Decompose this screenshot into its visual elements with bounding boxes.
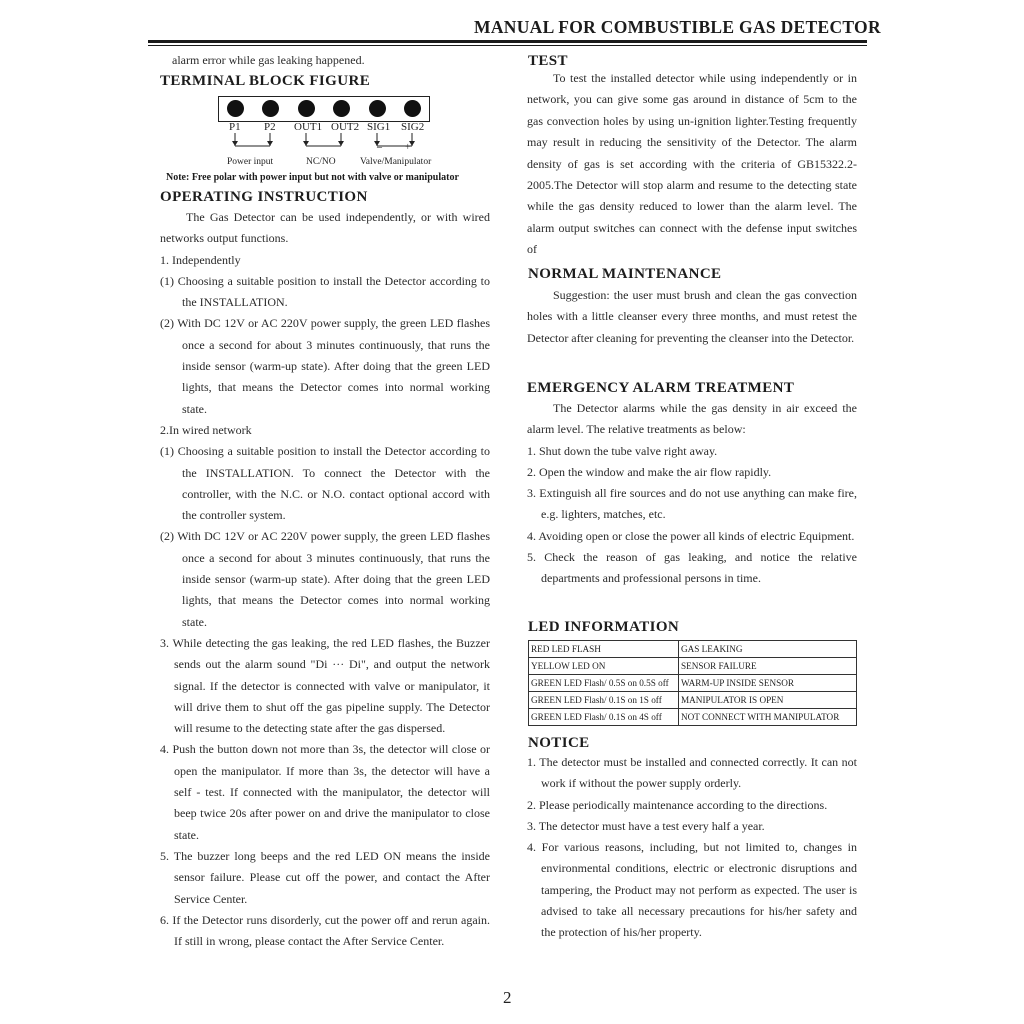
led-cell: YELLOW LED ON bbox=[529, 658, 679, 675]
table-row bbox=[529, 641, 857, 658]
op-item-3: 3. While detecting the gas leaking, the red LED flashes, the Buzzer sends out the alarm sound "Di ··· Di", and output the network signal. If the detector is connected with valve or manipulator, it will drive them to shut off the gas pipeline supply. The Detector will resume to the detecting state after the gas dispersed. bbox=[160, 635, 490, 736]
notice-item: 1. The detector must be installed and connected correctly. It can not work if without the power supply orderly. bbox=[527, 755, 857, 791]
led-information-table bbox=[528, 640, 857, 726]
led-cell: NOT CONNECT WITH MANIPULATOR bbox=[679, 709, 857, 726]
led-cell: GAS LEAKING bbox=[679, 641, 857, 658]
terminal-sign-minus: – bbox=[377, 142, 382, 153]
notice-title: NOTICE bbox=[528, 735, 590, 751]
terminal-dot bbox=[369, 100, 386, 117]
table-row bbox=[529, 658, 857, 675]
terminal-label-p1: P1 bbox=[229, 121, 241, 133]
notice-item: 2. Please periodically maintenance according to the directions. bbox=[527, 797, 828, 812]
page-number: 2 bbox=[503, 988, 512, 1007]
terminal-dot bbox=[227, 100, 244, 117]
notice-item: 4. For various reasons, including, but not limited to, changes in environmental conditions, electric or electronic disruptions and tampering, the Product may not perform as expected. The user is advised to take all necessary precautions for his/her safety and the protection of his/her property. bbox=[527, 840, 857, 940]
op-intro: The Gas Detector can be used independently, or with wired networks output functions. bbox=[160, 210, 490, 246]
op-item-2-2: (2) With DC 12V or AC 220V power supply, the green LED flashes once a second for about 3 minutes continuously, that runs the inside sensor (warm-up state). After doing that the green LED lights, that means the Detector comes into normal working state. bbox=[160, 529, 490, 629]
maintenance-body: Suggestion: the user must brush and clean the gas convection holes with a little cleanser every three months, and must retest the Detector after cleaning for preventing the cleanser into the Detector. bbox=[527, 288, 857, 345]
terminal-group-ncno: NC/NO bbox=[306, 157, 336, 167]
table-row bbox=[529, 692, 857, 709]
header-rule-thin bbox=[148, 45, 867, 46]
operating-instruction-body bbox=[160, 207, 490, 952]
emergency-item: 5. Check the reason of gas leaking, and notice the relative departments and professional persons in time. bbox=[527, 550, 857, 586]
terminal-label-p2: P2 bbox=[264, 121, 276, 133]
terminal-label-sig1: SIG1 bbox=[367, 121, 391, 133]
maintenance-title: NORMAL MAINTENANCE bbox=[528, 266, 722, 282]
test-title: TEST bbox=[528, 53, 568, 69]
terminal-sign-plus: + bbox=[405, 142, 411, 153]
led-cell: SENSOR FAILURE bbox=[679, 658, 857, 675]
terminal-label-sig2: SIG2 bbox=[401, 121, 425, 133]
led-cell: GREEN LED Flash/ 0.5S on 0.5S off bbox=[529, 675, 679, 692]
page-header-title: MANUAL FOR COMBUSTIBLE GAS DETECTOR bbox=[474, 17, 881, 37]
led-information-title: LED INFORMATION bbox=[528, 619, 680, 635]
terminal-block-figure bbox=[218, 96, 430, 122]
terminal-note: Note: Free polar with power input but not with valve or manipulator bbox=[166, 172, 459, 183]
terminal-group-valve: Valve/Manipulator bbox=[360, 157, 432, 167]
notice-section bbox=[527, 752, 857, 944]
test-body: To test the installed detector while using independently or in network, you can give some gas around in distance of 5cm to the gas convection holes by using un-ignition lighter.Testing frequently may result in reducing the sensitivity of the Detector. The alarm density of gas is set according with the criteria of GB15322.2-2005.The Detector will stop alarm and resume to the detecting state while the gas density reduced to lower than the alarm level. The alarm output switches can connect with the defense input switches of bbox=[527, 71, 857, 257]
terminal-dot bbox=[262, 100, 279, 117]
op-item-6: 6. If the Detector runs disorderly, cut the power off and rerun again. If still in wrong, please contact the After Service Center. bbox=[160, 912, 490, 949]
emergency-item: 2. Open the window and make the air flow rapidly. bbox=[527, 464, 772, 479]
op-item-5: 5. The buzzer long beeps and the red LED ON means the inside sensor failure. Please cut off the power, and contact the After Service Center. bbox=[160, 848, 490, 906]
terminal-dot bbox=[404, 100, 421, 117]
emergency-section bbox=[527, 398, 857, 590]
test-section bbox=[527, 68, 857, 261]
led-cell: MANIPULATOR IS OPEN bbox=[679, 692, 857, 709]
maintenance-section bbox=[527, 285, 857, 349]
terminal-label-out1: OUT1 bbox=[294, 121, 323, 133]
left-top-line: alarm error while gas leaking happened. bbox=[172, 53, 365, 67]
terminal-group-power: Power input bbox=[227, 157, 274, 167]
op-item-2-1: (1) Choosing a suitable position to install the Detector according to the INSTALLATION. To connect the Detector with the controller, with the N.C. or N.O. contact optional accord with the controller system. bbox=[160, 444, 490, 523]
led-cell: GREEN LED Flash/ 0.1S on 1S off bbox=[529, 692, 679, 709]
emergency-item: 3. Extinguish all fire sources and do not use anything can make fire, e.g. lighters, matches, etc. bbox=[527, 486, 857, 522]
led-cell: WARM-UP INSIDE SENSOR bbox=[679, 675, 857, 692]
emergency-item: 4. Avoiding open or close the power all kinds of electric Equipment. bbox=[527, 528, 855, 543]
op-item-2: 2.In wired network bbox=[160, 422, 252, 437]
terminal-block-title: TERMINAL BLOCK FIGURE bbox=[160, 73, 371, 89]
notice-item: 3. The detector must have a test every half a year. bbox=[527, 818, 765, 833]
terminal-dot bbox=[298, 100, 315, 117]
op-item-1-1: (1) Choosing a suitable position to install the Detector according to the INSTALLATION. bbox=[160, 273, 490, 310]
led-cell: GREEN LED Flash/ 0.1S on 4S off bbox=[529, 709, 679, 726]
emergency-title: EMERGENCY ALARM TREATMENT bbox=[527, 380, 795, 396]
header-rule-thick bbox=[148, 40, 867, 43]
emergency-item: 1. Shut down the tube valve right away. bbox=[527, 443, 718, 458]
operating-instruction-title: OPERATING INSTRUCTION bbox=[160, 189, 368, 205]
terminal-dot bbox=[333, 100, 350, 117]
led-cell: RED LED FLASH bbox=[529, 641, 679, 658]
table-row bbox=[529, 675, 857, 692]
emergency-intro: The Detector alarms while the gas density in air exceed the alarm level. The relative treatments as below: bbox=[527, 401, 857, 437]
table-row bbox=[529, 709, 857, 726]
op-item-1: 1. Independently bbox=[160, 252, 241, 267]
op-item-4: 4. Push the button down not more than 3s, the detector will close or open the manipulator. If more than 3s, the detector will have a self - test. If connected with the manipulator, the detector will beep twice 20s after power on and drive the manipulator to close state. bbox=[160, 742, 490, 842]
terminal-label-out2: OUT2 bbox=[331, 121, 360, 133]
op-item-1-2: (2) With DC 12V or AC 220V power supply, the green LED flashes once a second for about 3 minutes continuously, that runs the inside sensor (warm-up state). After doing that the green LED lights, that means the Detector comes into normal working state. bbox=[160, 316, 490, 416]
